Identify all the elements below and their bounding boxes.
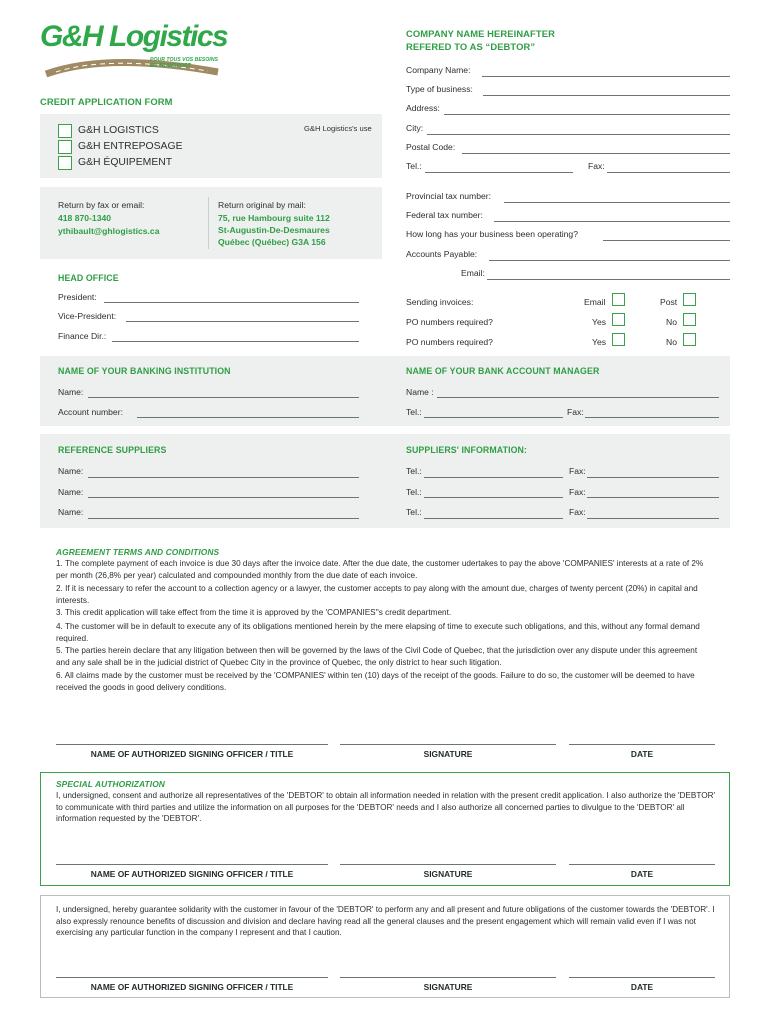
special-auth-title: SPECIAL AUTHORIZATION [56,779,165,789]
company-label-logistics: G&H LOGISTICS [78,125,159,136]
suppliers-info-title: SUPPLIERS' INFORMATION: [406,445,528,455]
company-name-label: Company Name: [406,65,471,75]
supplier-2-tel-field[interactable] [424,497,563,498]
type-of-business-field[interactable] [483,95,730,96]
term-4: 4. The customer will be in default to execute any of its obligations mentioned herein by the mere elapsing of time to execute such obligations, and this, without any formal demand required. [56,622,700,643]
supplier-1-fax-field[interactable] [587,477,719,478]
supplier-2-fax-label: Fax: [569,487,586,497]
sig1-date-line[interactable] [569,744,715,745]
supplier-2-name-label: Name: [58,487,84,497]
fax-label: Fax: [588,161,605,171]
form-title: CREDIT APPLICATION FORM [40,96,173,107]
tel-field[interactable] [425,172,573,173]
debtor-header-line1: COMPANY NAME HEREINAFTER [406,28,555,39]
supplier-2-fax-field[interactable] [587,497,719,498]
federal-tax-label: Federal tax number: [406,210,483,220]
city-label: City: [406,123,424,133]
term-1: 1. The complete payment of each invoice is due 30 days after the invoice date. After the due date, the customer udertakes to pay the above 'COMPANIES' interests at a rate of 2% per month (26,8% per year) calculated and compounded monthly from the due date of each invoice. [56,559,704,580]
supplier-2-name-field[interactable] [88,497,359,498]
sending-invoices-label: Sending invoices: [406,297,474,307]
supplier-3-tel-field[interactable] [424,518,563,519]
sig1-signature-line[interactable] [340,744,556,745]
manager-name-label: Name : [406,387,434,397]
po2-no-label: No [666,337,677,347]
sig2-date-label: DATE [630,869,654,879]
email-label: Email: [461,268,485,278]
supplier-1-name-label: Name: [58,466,84,476]
checkbox-po2-no[interactable] [683,333,696,346]
accounts-payable-field[interactable] [489,260,730,261]
tel-label: Tel.: [406,161,422,171]
postal-code-field[interactable] [462,153,730,154]
term-5: 5. The parties herein declare that any litigation between then will be governed by the laws of the Civil Code of Quebec, that the jurisdiction over any dispute under this agreement and any sale shall be in the judicial district of Quebec City in the province of Quebec, the only district to hear such litigation. [56,646,698,667]
checkbox-po1-yes[interactable] [612,313,625,326]
sig1-officer-label: NAME OF AUTHORIZED SIGNING OFFICER / TITLE [90,749,294,759]
president-label: President: [58,292,97,302]
supplier-3-name-label: Name: [58,507,84,517]
sig3-officer-label: NAME OF AUTHORIZED SIGNING OFFICER / TITLE [90,982,294,992]
return-fax-title: Return by fax or email: [58,200,145,210]
return-mail-title: Return original by mail: [218,200,306,210]
supplier-2-tel-label: Tel.: [406,487,422,497]
sig2-signature-line[interactable] [340,864,556,865]
sig1-officer-line[interactable] [56,744,328,745]
checkbox-po2-yes[interactable] [612,333,625,346]
logo-tagline-2: EN TRANSPORT [150,63,191,69]
finance-dir-field[interactable] [112,341,359,342]
manager-name-field[interactable] [437,397,719,398]
supplier-3-fax-label: Fax: [569,507,586,517]
company-label-entreposage: G&H ENTREPOSAGE [78,141,183,152]
logo-brand: G&H Logistics [40,20,228,53]
agreement-title: AGREEMENT TERMS AND CONDITIONS [56,547,220,557]
option-email-label: Email [584,297,606,307]
supplier-1-tel-field[interactable] [424,477,563,478]
vice-president-field[interactable] [126,321,359,322]
term-2: 2. If it is necessary to refer the account to a collection agency or a lawyer, the customer accepts to pay along with the amount due, charges of twenty percent (20%) in capital and interests. [56,584,698,605]
postal-code-label: Postal Code: [406,142,456,152]
supplier-1-name-field[interactable] [88,477,359,478]
return-fax-phone: 418 870-1340 [58,213,112,223]
return-info-panel [40,187,382,259]
supplier-3-tel-label: Tel.: [406,507,422,517]
manager-fax-field[interactable] [585,417,719,418]
sig1-signature-label: SIGNATURE [423,749,473,759]
sig2-officer-line[interactable] [56,864,328,865]
company-name-field[interactable] [482,76,730,77]
vice-president-label: Vice-President: [58,311,117,321]
companies-use-label: G&H Logistics's use [304,124,372,133]
checkbox-invoice-post[interactable] [683,293,696,306]
return-mail-line3: Québec (Québec) G3A 156 [218,237,326,247]
company-label-equipement: G&H ÉQUIPEMENT [78,157,173,168]
bank-name-field[interactable] [88,397,359,398]
guarantee-text: I, undersigned, hereby guarantee solidarity with the customer in favour of the 'DEBTOR' to perform any and all present and future obligations of the customer towards the 'DEBTOR'. I also expressly renounce benefits of discussion and division and declare having read all the general clauses and the present engagement which will remain valid even if I was not exercising any particular function in the company I represent and that I caution. [56,905,715,937]
po1-yes-label: Yes [592,317,607,327]
city-field[interactable] [427,134,730,135]
address-label: Address: [406,103,440,113]
term-3: 3. This credit application will take effect from the time it is approved by the 'COMPANIES''s credit department. [56,608,452,617]
supplier-3-fax-field[interactable] [587,518,719,519]
reference-suppliers-title: REFERENCE SUPPLIERS [58,445,167,455]
special-auth-text: I, undersigned, consent and authorize all representatives of the 'DEBTOR' to obtain all information needed in relation with the present credit application. I also authorize the 'DEBTOR' to communicate with third parties and utilize the information on all purposes for the 'DEBTOR' needs and I also authorize all concerned parties to divulgue to the 'DEBTOR' all information requested by the 'DEBTOR'. [56,791,716,823]
manager-title: NAME OF YOUR BANK ACCOUNT MANAGER [406,366,600,376]
return-mail-line1: 75, rue Hambourg suite 112 [218,213,330,223]
po1-no-label: No [666,317,677,327]
finance-dir-label: Finance Dir.: [58,331,107,341]
business-duration-field[interactable] [603,240,730,241]
debtor-header-line2: REFERED TO AS “DEBTOR” [406,41,536,52]
supplier-1-tel-label: Tel.: [406,466,422,476]
federal-tax-field[interactable] [494,221,730,222]
sig1-date-label: DATE [630,749,654,759]
president-field[interactable] [104,302,359,303]
manager-fax-label: Fax: [567,407,584,417]
po-required-label-2: PO numbers required? [406,337,493,347]
type-of-business-label: Type of business: [406,84,473,94]
option-post-label: Post [660,297,678,307]
manager-tel-field[interactable] [424,417,563,418]
business-duration-label: How long has your business been operating? [406,229,578,239]
checkbox-gh-logistics[interactable] [58,124,72,138]
checkbox-gh-entreposage[interactable] [58,140,72,154]
manager-tel-label: Tel.: [406,407,422,417]
sig3-date-label: DATE [630,982,654,992]
supplier-1-fax-label: Fax: [569,466,586,476]
sig2-date-line[interactable] [569,864,715,865]
provincial-tax-field[interactable] [504,202,730,203]
company-logo [38,22,228,84]
sig3-date-line[interactable] [569,977,715,978]
sig3-signature-line[interactable] [340,977,556,978]
sig2-signature-label: SIGNATURE [423,869,473,879]
account-number-label: Account number: [58,407,123,417]
bank-title: NAME OF YOUR BANKING INSTITUTION [58,366,231,376]
bank-name-label: Name: [58,387,84,397]
email-field[interactable] [487,279,730,280]
sig3-signature-label: SIGNATURE [423,982,473,992]
checkbox-gh-equipement[interactable] [58,156,72,170]
term-6: 6. All claims made by the customer must be received by the 'COMPANIES' within ten (10) days of the receipt of the goods. Failure to do so, the customer will be deemed to have received the goods in good delivery conditions. [56,671,695,692]
provincial-tax-label: Provincial tax number: [406,191,492,201]
return-divider [208,197,209,249]
return-fax-email[interactable]: ythibault@ghlogistics.ca [58,226,160,236]
sig3-officer-line[interactable] [56,977,328,978]
logo-tagline-1: POUR TOUS VOS BESOINS [150,57,218,63]
checkbox-invoice-email[interactable] [612,293,625,306]
sig2-officer-label: NAME OF AUTHORIZED SIGNING OFFICER / TITLE [90,869,294,879]
po2-yes-label: Yes [592,337,607,347]
accounts-payable-label: Accounts Payable: [406,249,478,259]
address-field[interactable] [444,114,730,115]
checkbox-po1-no[interactable] [683,313,696,326]
return-mail-line2: St-Augustin-De-Desmaures [218,225,330,235]
head-office-title: HEAD OFFICE [58,273,119,283]
po-required-label-1: PO numbers required? [406,317,493,327]
account-number-field[interactable] [137,417,359,418]
fax-field[interactable] [607,172,730,173]
supplier-3-name-field[interactable] [88,518,359,519]
